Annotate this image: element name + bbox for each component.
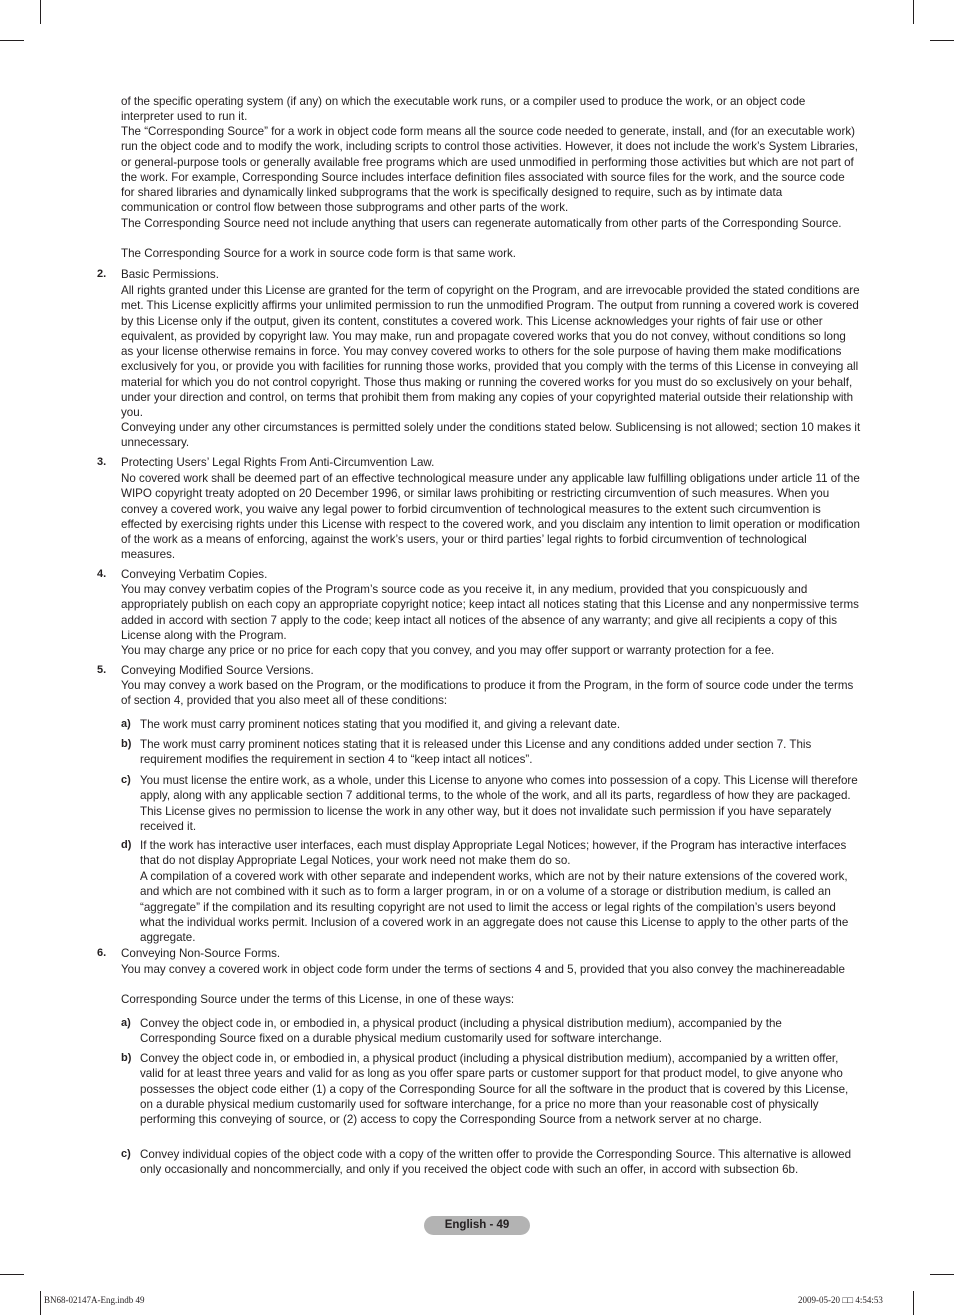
section-number: 2. <box>97 268 107 280</box>
section-paragraph: You may charge any price or no price for each copy that you convey, and you may offer support or warranty protection for a fee. <box>121 644 775 657</box>
item-text: Convey the object code in, or embodied in, a physical product (including a physical distribution medium), accompanied by a written offer, valid for at least three years and valid for as long as you offer spare parts or customer support for that product model, to give anyone who possesses the object code either (1) a copy of the Corresponding Source for all the software in the product that is covered by this License, on a durable physical medium customarily used for software interchange, for a price no more than your reasonable cost of physically performing this conveying of source, or (2) access to copy the Corresponding Source from a network server at no charge. <box>140 1052 849 1127</box>
crop-mark-bottom-left-h <box>0 1274 24 1275</box>
crop-mark-bottom-right-v <box>913 1291 914 1315</box>
item-text: You must license the entire work, as a whole, under this License to anyone who comes into possession of a copy. This License will therefore apply, along with any applicable section 7 additional terms, to the whole of the work, and all its parts, regardless of how they are packaged. This License gives no permission to license the work in any other way, but it does not invalidate such permission if you have separately received it. <box>140 774 858 833</box>
item-text: The work must carry prominent notices stating that you modified it, and giving a relevant date. <box>140 718 621 731</box>
section-paragraph: You may convey a work based on the Program, or the modifications to produce it from the Program, in the form of source code under the terms of section 4, provided that you also meet all of these conditions: <box>121 679 854 708</box>
crop-mark-top-left-v <box>40 0 41 24</box>
item-label: b) <box>121 1052 132 1064</box>
crop-mark-top-left-h <box>0 40 24 41</box>
intro-paragraph: of the specific operating system (if any) on which the executable work runs, or a compiler used to produce the work, or an object code interpreter used to run it. <box>121 95 806 124</box>
section-paragraph: You may convey a covered work in object code form under the terms of sections 4 and 5, provided that you also convey the machinereadable <box>121 963 845 976</box>
section-number: 5. <box>97 664 107 676</box>
section-title: Conveying Verbatim Copies. <box>121 568 268 581</box>
section-paragraph: Conveying under any other circumstances is permitted solely under the conditions stated below. Sublicensing is not allowed; section 10 makes it unnecessary. <box>121 421 861 450</box>
section-paragraph: All rights granted under this License are granted for the term of copyright on the Program, and are irrevocable provided the stated conditions are met. This License explicitly affirms your unlimited permission to run the unmodified Program. The output from running a covered work is covered by this License only if the output, given its content, constitutes a covered work. This License acknowledges your rights of fair use or other equivalent, as provided by copyright law. You may make, run and propagate covered works that you do not convey, without conditions so long as your license otherwise remains in force. You may convey covered works to others for the sole purpose of having them make modifications exclusively for you, or provide you with facilities for running those works, provided that you comply with the terms of this License in conveying all material for which you do not control copyright. Those thus making or running the covered works for you must do so exclusively on your behalf, under your direction and control, on terms that prohibit them from making any copies of your copyrighted material outside their relationship with you. <box>121 284 860 420</box>
print-slug-date: 2009-05-20 □□ 4:54:53 <box>798 1295 883 1305</box>
crop-mark-top-right-h <box>930 40 954 41</box>
item-text: Convey individual copies of the object code with a copy of the written offer to provide the Corresponding Source. This alternative is allowed only occasionally and noncommercially, and only if you received the object code with such an offer, in accord with subsection 6b. <box>140 1148 852 1177</box>
item-text: If the work has interactive user interfaces, each must display Appropriate Legal Notices; however, if the Program has interactive interfaces that do not display Appropriate Legal Notices, your work need not make them do so. <box>140 839 847 868</box>
item-label: d) <box>121 839 132 851</box>
crop-mark-bottom-right-h <box>930 1274 954 1275</box>
section-paragraph: Corresponding Source under the terms of this License, in one of these ways: <box>121 993 515 1006</box>
intro-paragraph: The Corresponding Source for a work in source code form is that same work. <box>121 247 517 260</box>
crop-mark-bottom-left-v <box>40 1291 41 1315</box>
item-label: c) <box>121 774 131 786</box>
item-text: Convey the object code in, or embodied in, a physical product (including a physical distribution medium), accompanied by the Corresponding Source fixed on a durable physical medium customarily used for software interchange. <box>140 1017 782 1046</box>
print-slug-file: BN68-02147A-Eng.indb 49 <box>44 1295 145 1305</box>
section-paragraph: You may convey verbatim copies of the Program’s source code as you receive it, in any medium, provided that you conspicuously and appropriately publish on each copy an appropriate copyright notice; keep intact all notices stating that this License and any nonpermissive terms added in accord with section 7 apply to the code; keep intact all notices of the absence of any warranty; and give all recipients a copy of this License along with the Program. <box>121 583 859 642</box>
section-number: 4. <box>97 568 107 580</box>
item-label: b) <box>121 738 132 750</box>
item-label: c) <box>121 1148 131 1160</box>
section-title: Conveying Non-Source Forms. <box>121 947 281 960</box>
intro-paragraph: The Corresponding Source need not include anything that users can regenerate automatically from other parts of the Corresponding Source. <box>121 217 842 230</box>
intro-paragraph: The “Corresponding Source” for a work in object code form means all the source code needed to generate, install, and (for an executable work) run the object code and to modify the work, including scripts to control those activities. However, it does not include the work’s System Libraries, or general-purpose tools or generally available free programs which are used unmodified in performing those activities but which are not part of the work. For example, Corresponding Source includes interface definition files associated with source files for the work, and the source code for shared libraries and dynamically linked subprograms that the work is specifically designed to require, such as by intimate data communication or control flow between those subprograms and other parts of the work. <box>121 125 858 215</box>
page-number-badge: English - 49 <box>424 1216 530 1235</box>
section-title: Protecting Users’ Legal Rights From Anti-Circumvention Law. <box>121 456 435 469</box>
item-label: a) <box>121 1017 131 1029</box>
item-label: a) <box>121 718 131 730</box>
item-text: The work must carry prominent notices stating that it is released under this License and any conditions added under section 7. This requirement modifies the requirement in section 4 to “keep intact all notices”. <box>140 738 812 767</box>
section-number: 3. <box>97 456 107 468</box>
section-paragraph: No covered work shall be deemed part of an effective technological measure under any applicable law fulfilling obligations under article 11 of the WIPO copyright treaty adopted on 20 December 1996, or similar laws prohibiting or restricting circumvention of such measures. When you convey a covered work, you waive any legal power to forbid circumvention of technological measures to the extent such circumvention is effected by exercising rights under this License with respect to the covered work, and you disclaim any intention to limit operation or modification of the work as a means of enforcing, against the work’s users, your or third parties’ legal rights to forbid circumvention of technological measures. <box>121 472 860 562</box>
crop-mark-top-right-v <box>913 0 914 24</box>
item-text-continued: A compilation of a covered work with other separate and independent works, which are not by their nature extensions of the covered work, and which are not combined with it such as to form a larger program, in or on a volume of a storage or distribution medium, is called an “aggregate” if the compilation and its resulting copyright are not used to limit the access or legal rights of the compilation’s users beyond what the individual works permit. Inclusion of a covered work in an aggregate does not cause this License to apply to the other parts of the aggregate. <box>140 870 849 945</box>
section-title: Basic Permissions. <box>121 268 219 281</box>
section-number: 6. <box>97 947 107 959</box>
section-title: Conveying Modified Source Versions. <box>121 664 314 677</box>
